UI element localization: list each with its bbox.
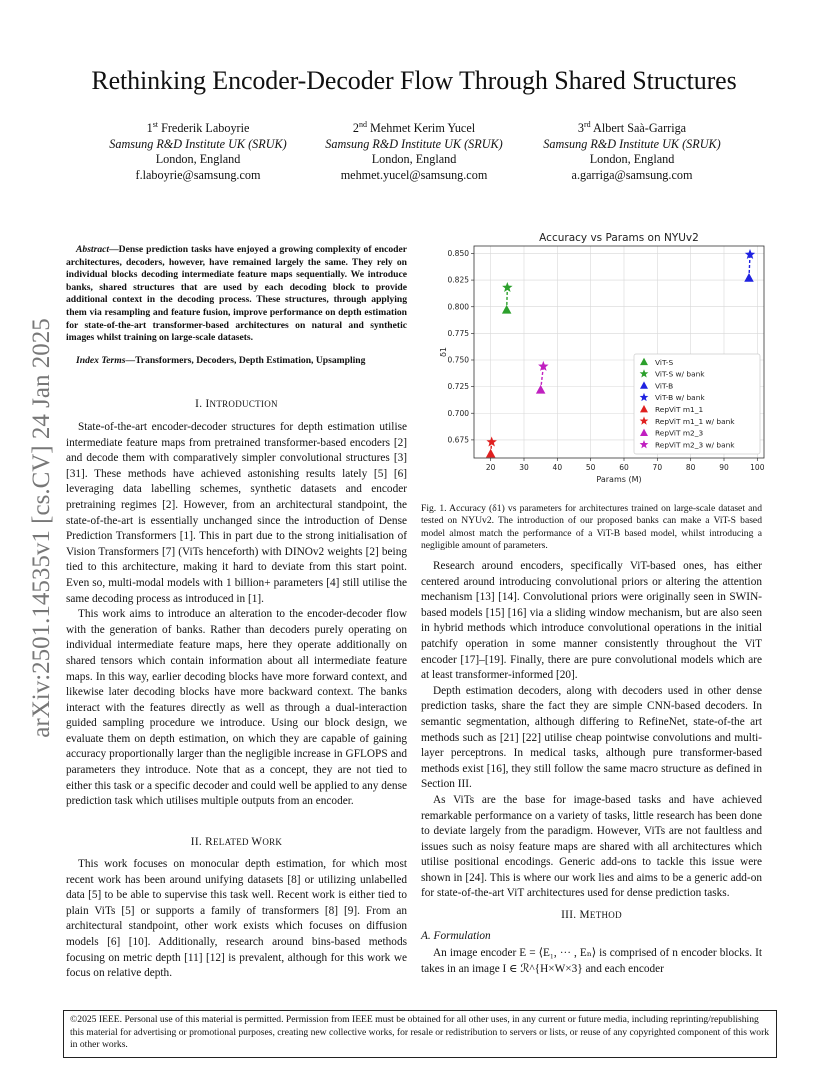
legend-entry-label: ViT-B <box>655 381 674 391</box>
section-heading-related-work: II. RELATED WORK <box>190 836 283 848</box>
author-location: London, England <box>589 152 675 167</box>
abstract: Abstract—Dense prediction tasks have enjoyed a growing complexity of encoder architectures, decoders, however, have remained largely the same. They rely on individual blocks decoding intermediate feature maps sequentially. We introduce banks, shared structures that are used by each decoding block to provide additional context in the decoding process. These structures, through applying them via resampling and feature fusion, improve performance on depth estimation for state-of-the-art transformer-based architectures on natural and synthetic images whilst training on large-scale datasets. <box>66 244 407 344</box>
legend-entry-label: RepViT m1_1 <box>655 405 704 414</box>
author-block-3 <box>522 117 742 183</box>
author-block-2 <box>304 117 524 183</box>
x-tick-label: 20 <box>485 463 496 472</box>
copyright-notice: ©2025 IEEE. Personal use of this material is permitted. Permission from IEEE must be obtained for all other uses, in any current or future media, including reprinting/republishing this material for advertising or promotional purposes, creating new collective works, for resale or redistribution to servers or lists, or reuse of any copyrighted component of this work in other works. <box>63 1010 777 1058</box>
x-tick-label: 80 <box>685 463 696 472</box>
y-tick-label: 0.725 <box>447 382 469 392</box>
x-tick-label: 60 <box>619 463 629 472</box>
y-tick-label: 0.700 <box>447 408 469 418</box>
x-tick-label: 70 <box>652 463 663 472</box>
author-location: London, England <box>155 152 241 167</box>
star-marker <box>486 437 496 447</box>
chart-legend <box>634 354 760 454</box>
chart-title: Accuracy vs Params on NYUv2 <box>539 232 699 244</box>
paragraph: An image encoder E = ⟨E₁, ··· , Eₙ⟩ is comprised of n encoder blocks. It takes in an image I ∈ ℛ^{H×W×3} and each encoder <box>421 947 762 975</box>
author-location: London, England <box>371 152 457 167</box>
related-work-body <box>66 857 407 982</box>
y-axis-label: δ1 <box>439 347 448 357</box>
legend-entry-label: RepViT m2_3 w/ bank <box>655 440 735 450</box>
author-affiliation: Samsung R&D Institute UK (SRUK) <box>109 136 287 151</box>
author-block-1 <box>88 117 308 183</box>
paragraph: This work aims to introduce an alteration to the encoder-decoder flow with the generation of banks. Rather than decoders purely operating on individual intermediate feature maps, here they operate additionally on shared tensors which contain information about all intermediate feature maps. In this way, earlier decoding blocks have more forward context, and likewise later decoding blocks have more backward context. The banks interact with the features directly as well as through a dual-interaction guided sampling procedure we introduce. Using our block design, we evaluate them on depth estimation, on which they are capable of gaining accuracy proportionally larger than the negligible increase in GFLOPS and parameters they introduce. Note that as a concept, they are not tied to either this task or a specific decoder and could well be applied to any dense prediction task which utilises multiple outputs from an encoder. <box>66 608 407 808</box>
y-tick-label: 0.800 <box>447 302 469 312</box>
paper-title: Rethinking Encoder-Decoder Flow Through Shared Structures <box>91 66 737 95</box>
right-column-body <box>421 559 762 902</box>
paragraph: Depth estimation decoders, along with decoders used in other dense prediction tasks, share the fact they are simple CNN-based decoders. In semantic segmentation, although differing to RefineNet, state-of-the art methods such as [21] [22] utilise cheap pointwise convolutions and multi-layer perceptrons. In medical tasks, although pure transformer-based methods exist [16], they still follow the same macro structure as defined in Section III. <box>421 684 762 791</box>
legend-entry-label: ViT-S <box>655 357 674 367</box>
x-tick-label: 100 <box>750 463 765 472</box>
legend-entry-label: ViT-B w/ bank <box>655 393 705 403</box>
author-name: 3rd Albert Saà-Garriga <box>577 120 687 136</box>
y-tick-label: 0.825 <box>447 275 469 285</box>
author-affiliation: Samsung R&D Institute UK (SRUK) <box>543 136 721 151</box>
section-heading-introduction: I. INTRODUCTION <box>195 398 278 410</box>
paragraph: As ViTs are the base for image-based tasks and have achieved remarkable performance on a variety of tasks, little research has been done to deviate largely from the paradigm. However, ViTs are not faultless and issues such as noisy feature maps are shared with all architectures which utilise positional encodings. Generic add-ons to tackle this issue were shown in [24]. This is where our work lies and aims to be a generic add-on for state-of-the-art ViT architectures used for dense prediction tasks. <box>421 793 762 900</box>
figure-caption: Fig. 1. Accuracy (δ1) vs parameters for architectures trained on large-scale dataset and tested on NYUv2. The introduction of our proposed banks can make a ViT-S based model almost match the performance of a ViT-B based model, whilst introducing a negligible amount of parameters. <box>421 503 762 552</box>
author-name: 2nd Mehmet Kerim Yucel <box>352 120 476 136</box>
legend-entry-label: ViT-S w/ bank <box>655 369 705 379</box>
legend-entry-label: RepViT m1_1 w/ bank <box>655 416 735 426</box>
paragraph: Research around encoders, specifically ViT-based ones, has either centered around introducing convolutional priors or altering the attention mechanism [13] [14]. Convolutional priors were originally seen in SWIN-based models [15] [16] via a sliding window mechanism, but are also seen in hybrid methods which introduce convolutional operations in the initial patchify operation in some manner consistently throughout the ViT encoder [17]–[19]. Finally, there are pure convolutional models which are at least transformer-informed [20]. <box>421 560 762 682</box>
index-terms: Index Terms—Transformers, Decoders, Depth Estimation, Upsampling <box>76 355 366 366</box>
author-email: f.laboyrie@samsung.com <box>135 167 261 182</box>
arxiv-stamp: arXiv:2501.14535v1 [cs.CV] 24 Jan 2025 <box>28 318 55 738</box>
section-heading-method: III. METHOD <box>561 909 622 921</box>
y-tick-label: 0.750 <box>447 355 469 365</box>
triangle-marker <box>486 449 496 458</box>
legend-entry-label: RepViT m2_3 <box>655 428 704 438</box>
formulation-body <box>421 946 762 977</box>
y-tick-label: 0.775 <box>447 328 469 338</box>
x-tick-label: 90 <box>719 463 729 472</box>
y-tick-label: 0.850 <box>447 249 469 259</box>
subsection-heading-formulation: A. Formulation <box>421 930 491 942</box>
x-tick-label: 30 <box>519 463 529 472</box>
accuracy-vs-params-chart <box>430 230 770 494</box>
author-name: 1st Frederik Laboyrie <box>146 120 250 136</box>
triangle-marker <box>502 305 512 314</box>
author-email: a.garriga@samsung.com <box>571 167 693 182</box>
author-email: mehmet.yucel@samsung.com <box>340 167 488 182</box>
x-tick-label: 50 <box>585 463 596 472</box>
paragraph: State-of-the-art encoder-decoder structures for depth estimation utilise intermediate feature maps from pretrained transformer-based encoders [2] and decode them with comparatively simpler convolutional structures [3] [31]. These methods have achieved astonishing results lately [5] [6] leveraging data labelling schemes, synthetic datasets and encoder pretraining regimes [2]. However, from an architectural standpoint, the state-of-the-art is essentially unchanged since the introduction of Dense Prediction Transformers [1]. This in part due to the strong initialisation of Vision Transformers [7] (ViTs henceforth) with DINOv2 weights [2] being tied to this architecture, making it hard to deviate from this start point. Even so, multi-modal models with 1 billion+ parameters [4] still utilise the same decoding process as introduced in [1]. <box>66 421 407 605</box>
paragraph: This work focuses on monocular depth estimation, for which most recent work has been around unifying datasets [8] or utilizing unlabelled data [5] to be able to supervise this task well. Recent work is either tied to plain ViTs [5] or supports a family of transformers [8] [9]. From an architectural standpoint, other work exists which focuses on diffusion models [6] [10]. Additionally, research around bins-based methods focusing on metric depth [11] [12] is prevalent, although for this work we focus on relative depth. <box>66 858 407 980</box>
author-affiliation: Samsung R&D Institute UK (SRUK) <box>325 136 503 151</box>
star-marker <box>502 282 512 292</box>
triangle-marker <box>536 385 546 394</box>
triangle-marker <box>744 273 754 282</box>
introduction-body <box>66 420 407 810</box>
y-tick-label: 0.675 <box>447 435 469 445</box>
x-axis-label: Params (M) <box>596 475 642 484</box>
x-tick-label: 40 <box>552 463 563 472</box>
